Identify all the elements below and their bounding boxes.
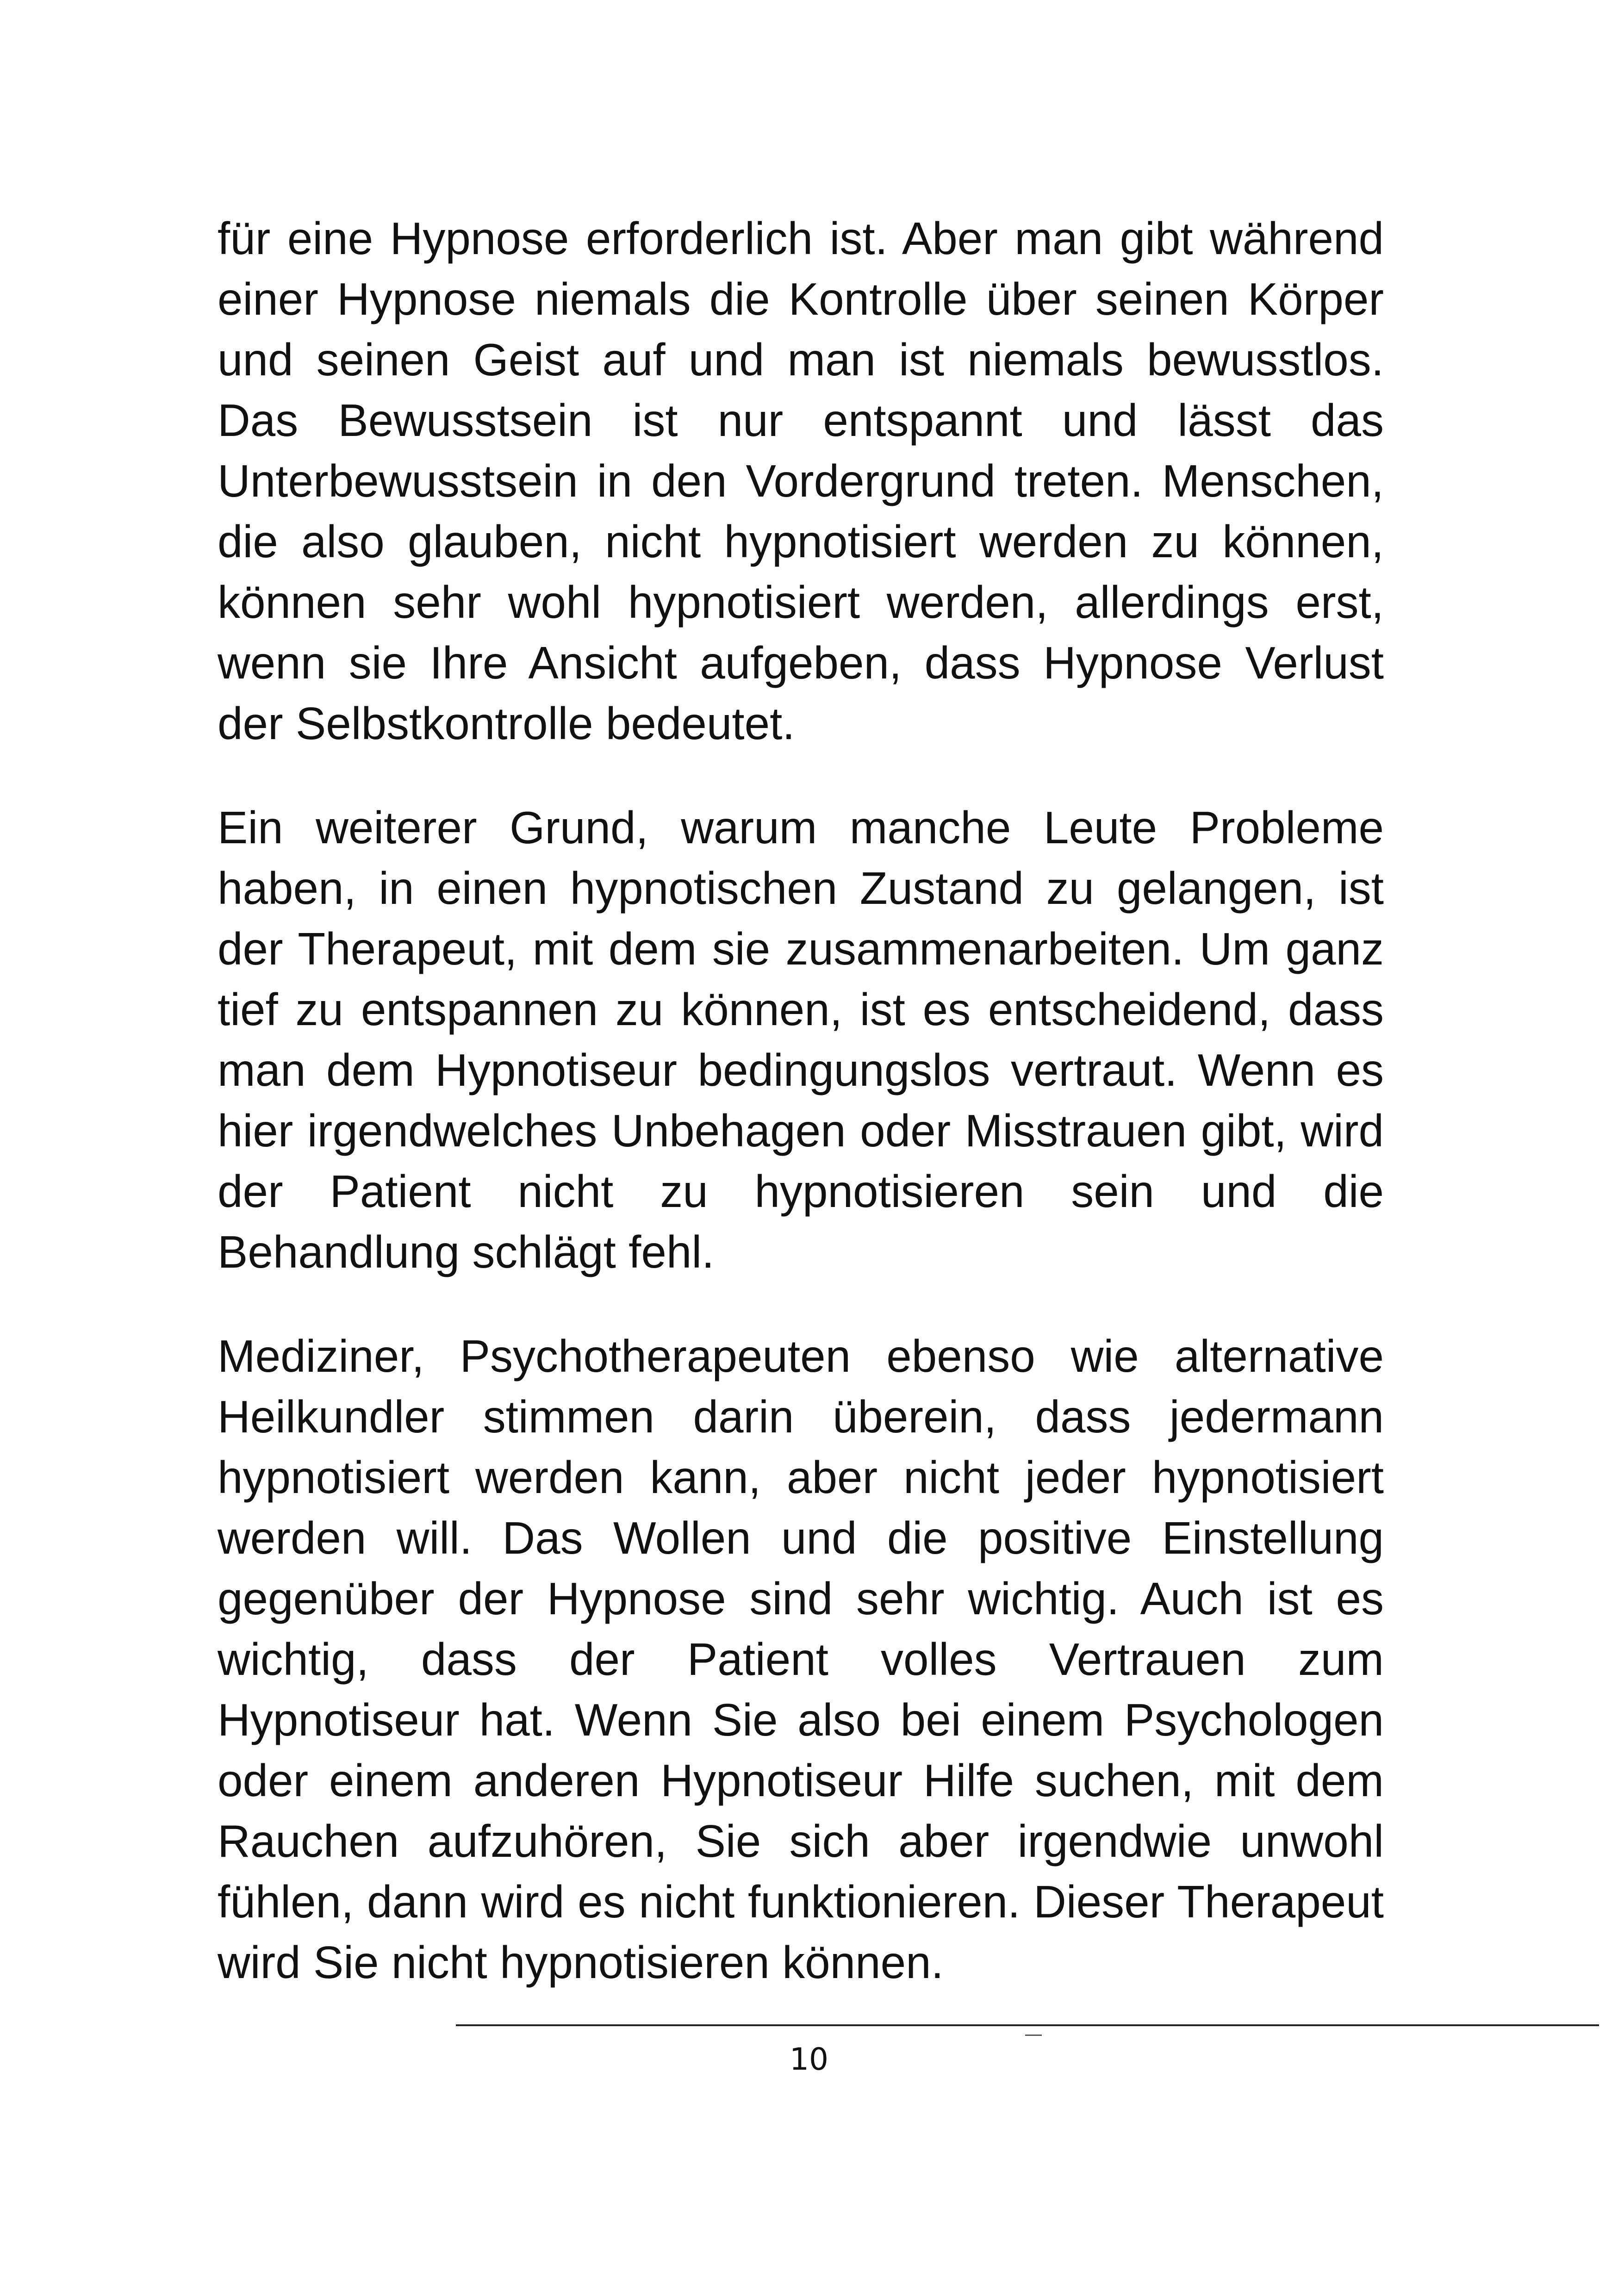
- page-number: 10: [790, 2041, 828, 2077]
- footer-divider: [456, 2024, 1599, 2026]
- paragraph-3: Mediziner, Psychotherapeuten ebenso wie alternative Heilkundler stimmen darin überein, dass jedermann hypnotisiert werden kann, aber nicht jeder hypnotisiert werden will. Das Wollen und die positive Einstellung gegenüber der Hypnose sind sehr wichtig. Auch ist es wichtig, dass der Patient volles Vertrauen zum Hypnotiseur hat. Wenn Sie also bei einem Psychologen oder einem anderen Hypnotiseur Hilfe suchen, mit dem Rauchen aufzuhören, Sie sich aber irgendwie unwohl fühlen, dann wird es nicht funktionieren. Dieser Therapeut wird Sie nicht hypnotisieren können.: [218, 1331, 1384, 1988]
- paragraph-2: Ein weiterer Grund, warum manche Leute Probleme haben, in einen hypnotischen Zustand zu gelangen, ist der Therapeut, mit dem sie zusammenarbeiten. Um ganz tief zu entspannen zu können, ist es entscheidend, dass man dem Hypnotiseur bedingungslos vertraut. Wenn es hier irgendwelches Unbehagen oder Misstrauen gibt, wird der Patient nicht zu hypnotisieren sein und die Behandlung schlägt fehl.: [218, 802, 1384, 1277]
- paragraph-1: für eine Hypnose erforderlich ist. Aber man gibt während einer Hypnose niemals die Kontrolle über seinen Körper und seinen Geist auf und man ist niemals bewusstlos. Das Bewusstsein ist nur entspannt und lässt das Unterbewusstsein in den Vordergrund treten. Menschen, die also glauben, nicht hypnotisiert werden zu können, können sehr wohl hypnotisiert werden, allerdings erst, wenn sie Ihre Ansicht aufgeben, dass Hypnose Verlust der Selbstkontrolle bedeutet.: [218, 213, 1384, 749]
- body-text: [218, 208, 1384, 1993]
- footer-divider-mark: [1025, 2035, 1042, 2036]
